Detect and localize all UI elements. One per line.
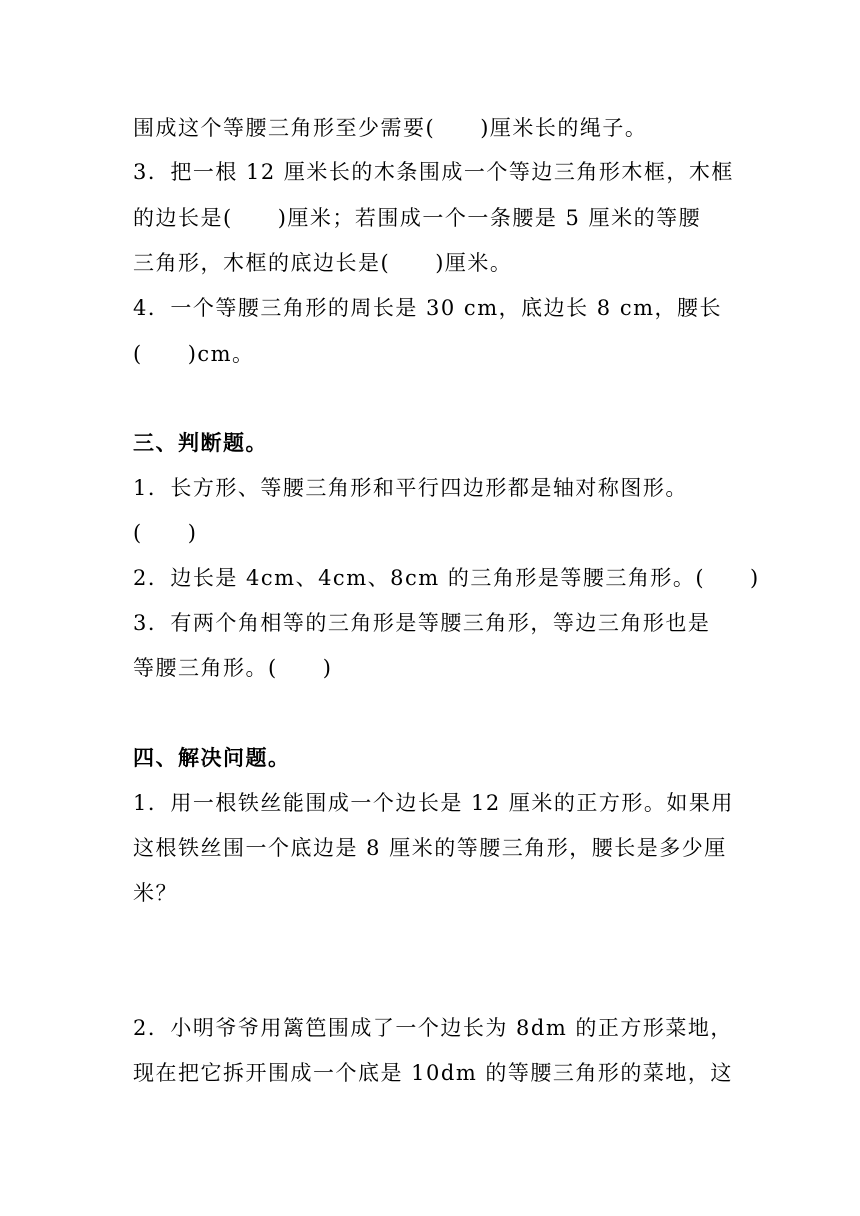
section4-q2-line2: 现在把它拆开围成一个底是 10dm 的等腰三角形的菜地，这 <box>133 1061 733 1085</box>
section2-q3-line1: 3．把一根 12 厘米长的木条围成一个等边三角形木框，木框 <box>133 160 734 184</box>
section4-heading: 四、解决问题。 <box>133 746 291 770</box>
section4-q1-line2: 这根铁丝围一个底边是 8 厘米的等腰三角形，腰长是多少厘 <box>133 836 727 860</box>
section4-q1-line1: 1．用一根铁丝能围成一个边长是 12 厘米的正方形。如果用 <box>133 791 734 815</box>
section3-heading: 三、判断题。 <box>133 431 268 455</box>
section3-q1-line2: ( ) <box>133 521 198 545</box>
section2-q4-line1: 4．一个等腰三角形的周长是 30 cm，底边长 8 cm，腰长 <box>133 296 722 320</box>
section4-q2-line1: 2．小明爷爷用篱笆围成了一个边长为 8dm 的正方形菜地， <box>133 1016 733 1040</box>
section3-q2-line1: 2．边长是 4cm、4cm、8cm 的三角形是等腰三角形。( ) <box>133 566 760 590</box>
section4-q1-line3: 米？ <box>133 881 178 905</box>
section3-q3-line1: 3．有两个角相等的三角形是等腰三角形，等边三角形也是 <box>133 611 711 635</box>
section2-q4-line2: ( )cm。 <box>133 342 255 366</box>
section3-q1-line1: 1．长方形、等腰三角形和平行四边形都是轴对称图形。 <box>133 476 688 500</box>
section3-q3-line2: 等腰三角形。( ) <box>133 656 333 680</box>
section2-q2-continuation: 围成这个等腰三角形至少需要( )厘米长的绳子。 <box>133 116 648 140</box>
section2-q3-line2: 的边长是( )厘米；若围成一个一条腰是 5 厘米的等腰 <box>133 206 702 230</box>
section2-q3-line3: 三角形，木框的底边长是( )厘米。 <box>133 251 513 275</box>
